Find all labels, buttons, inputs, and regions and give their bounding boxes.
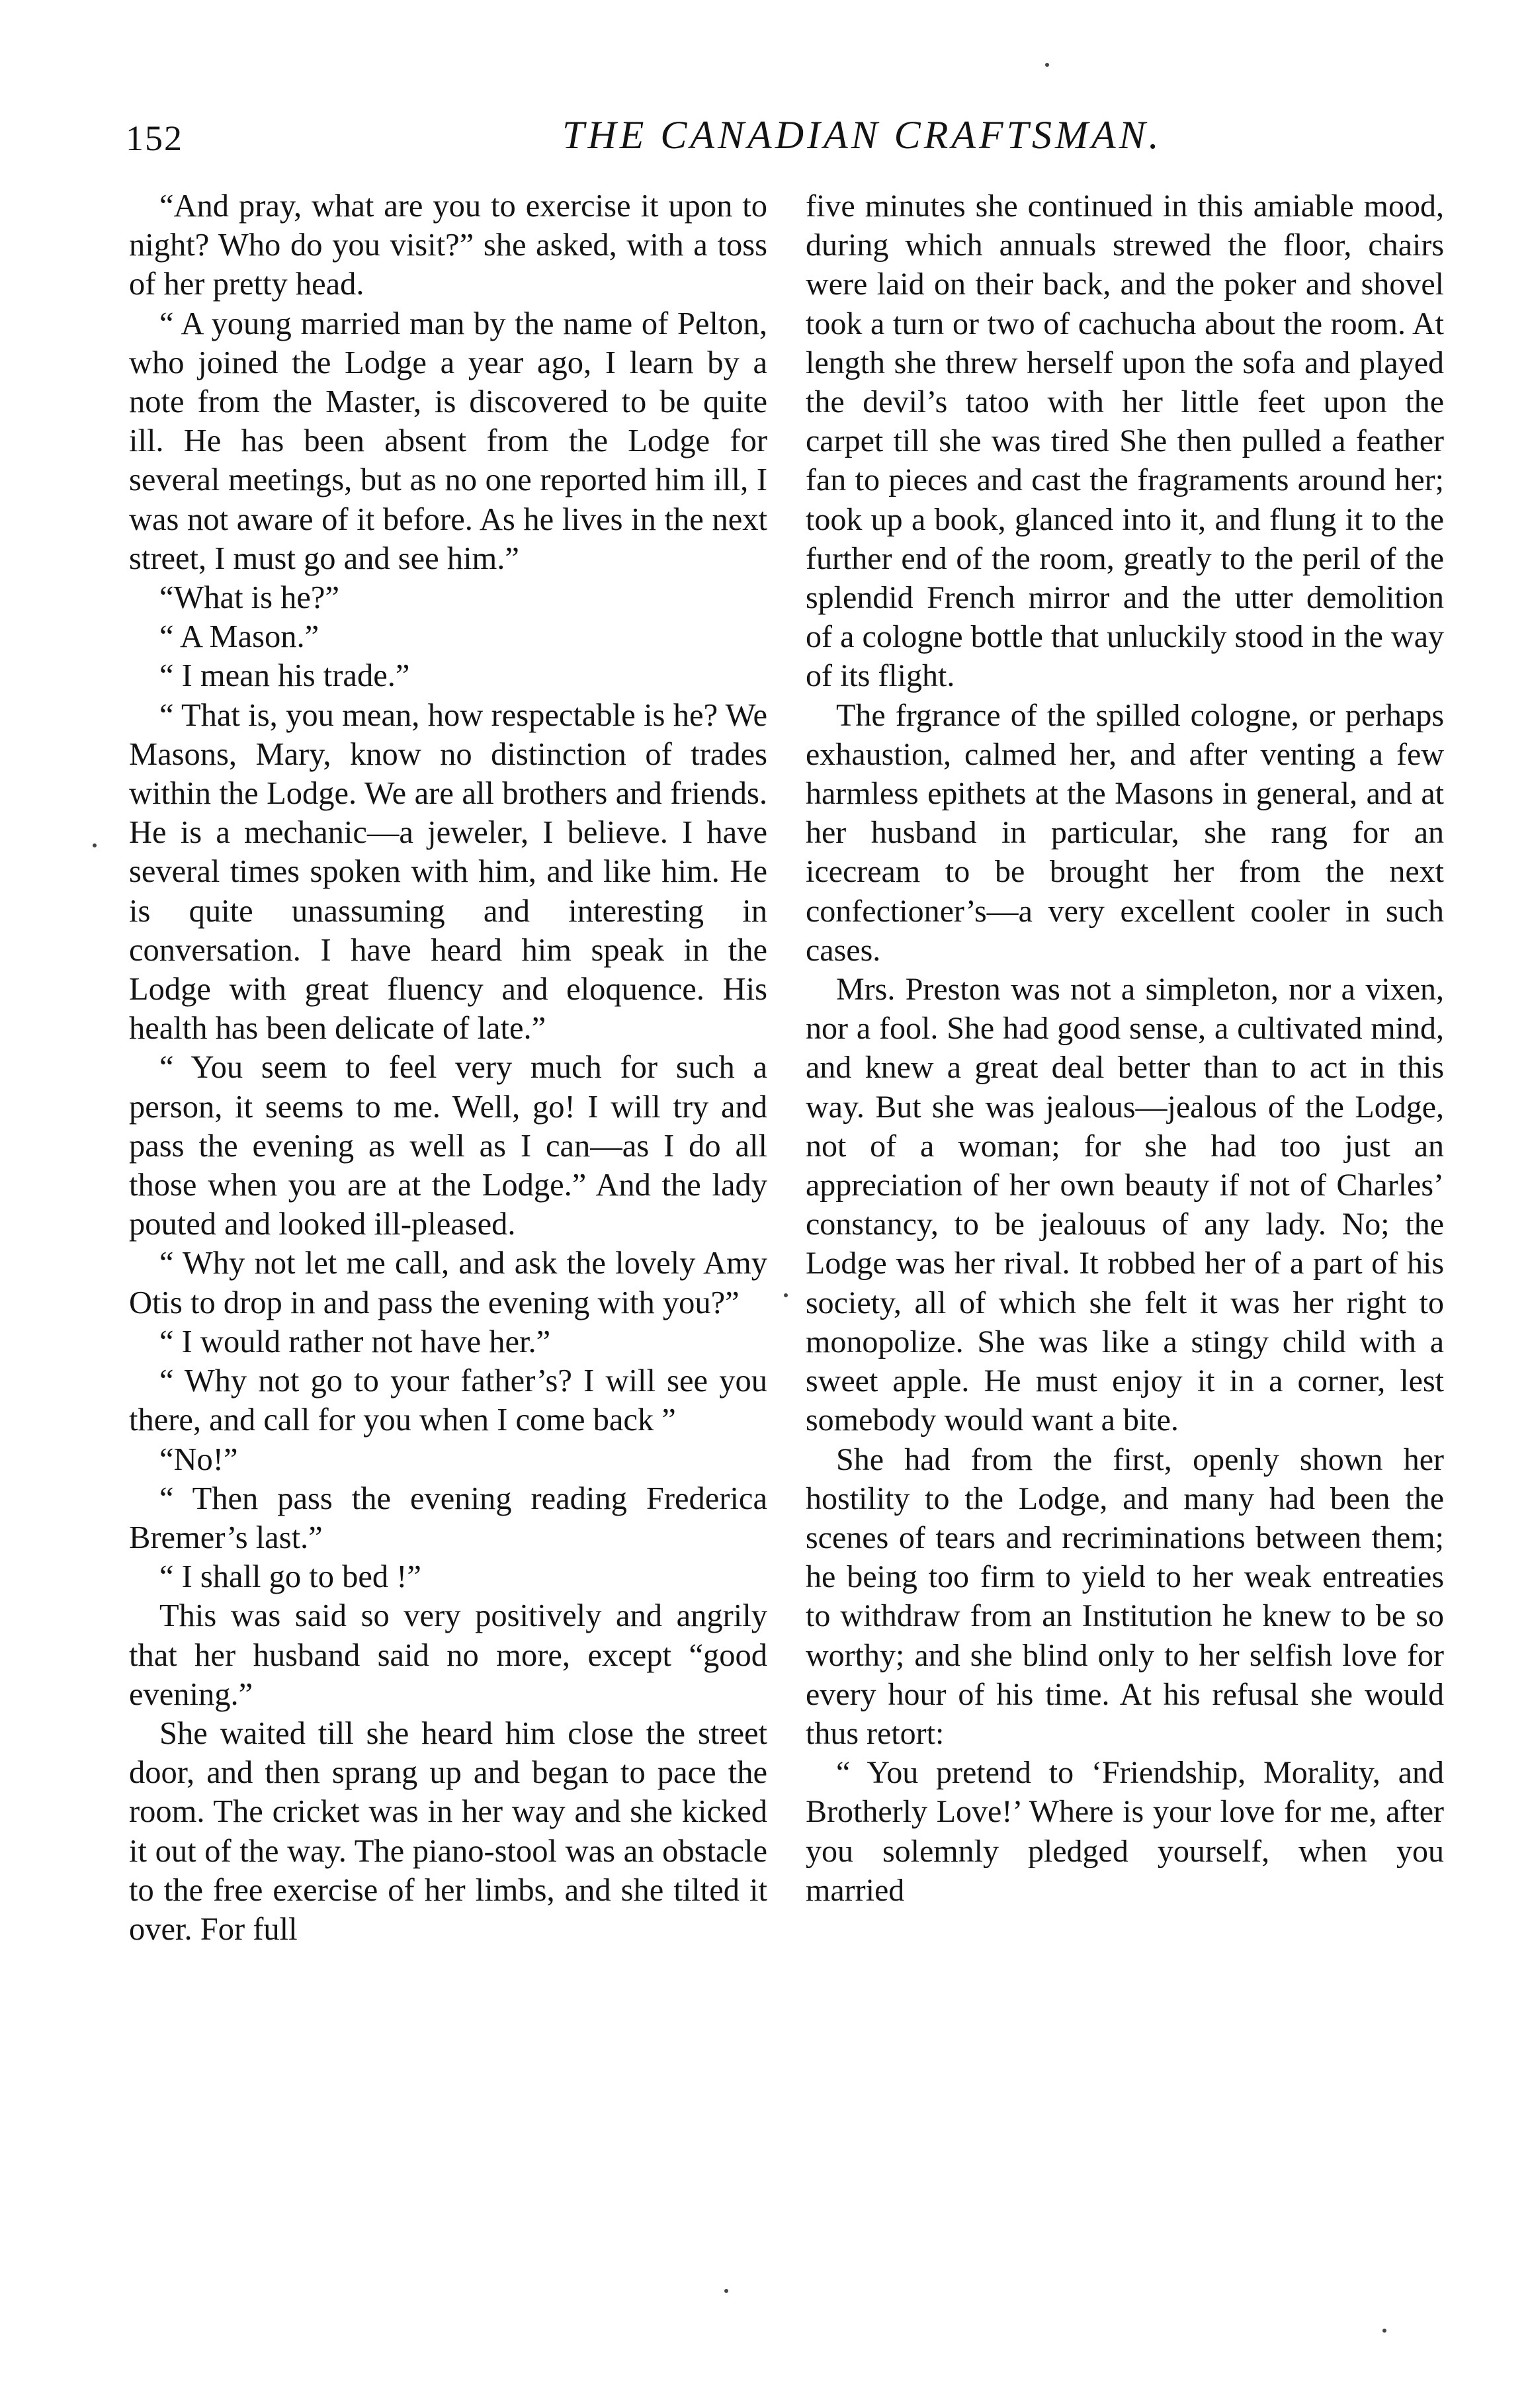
- paragraph: “ I would rather not have her.”: [159, 1324, 551, 1359]
- paragraph: “ You seem to feel very much for such a person, it seems to me. Well, go! I will try and pass the evening as well as I can—as I do all those when you are at the Lodge.” And the lady pouted and looked ill-pleased.: [129, 1050, 767, 1242]
- paragraph: “ I shall go to bed !”: [159, 1559, 421, 1595]
- running-title: THE CANADIAN CRAFTSMAN.: [562, 113, 1162, 157]
- paragraph: “ You pretend to ‘Friendship, Morality, and Brotherly Love!’ Where is your love for me, after you solemnly pledged yourself, when you married: [806, 1755, 1444, 1908]
- paragraph: “ A young married man by the name of Pelton, who joined the Lodge a year ago, I learn by a note from the Master, is discovered to be quite ill. He has been absent from the Lodge for several meetings, but as no one reported him ill, I was not aware of it before. As he lives in the next street, I must go and see him.”: [129, 306, 767, 576]
- scan-speck: [1045, 63, 1049, 67]
- paragraph: “ I mean his trade.”: [159, 658, 410, 694]
- page-header: [126, 106, 1435, 165]
- scan-speck: [1382, 2329, 1386, 2333]
- paragraph: This was said so very positively and angrily that her husband said no more, except “good evening.”: [129, 1598, 767, 1712]
- scan-speck: [724, 2289, 728, 2293]
- paragraph: Mrs. Preston was not a simpleton, nor a vixen, nor a fool. She had good sense, a cultivated mind, and knew a great deal better than to act in this way. But she was jealous—jealous of the Lodge, not of a woman; for she had too just an appreciation of her own beauty if not of Charles’ constancy, to be jealouus of any lady. No; the Lodge was her rival. It robbed her of a part of his society, all of which she felt it was her right to monopolize. She was like a stingy child with a sweet apple. He must enjoy it in a corner, lest somebody would want a bite.: [806, 972, 1444, 1438]
- right-column: [806, 187, 1444, 1910]
- paragraph: She had from the first, openly shown her hostility to the Lodge, and many had been the scenes of tears and recriminations between them; he being too firm to yield to her weak entreaties to withdraw from an Institution he knew to be so worthy; and she blind only to her selfish love for every hour of his time. At his refusal she would thus retort:: [806, 1441, 1444, 1751]
- paragraph: “What is he?”: [159, 580, 339, 616]
- paragraph: “ Why not go to your father’s? I will see you there, and call for you when I come back ”: [129, 1363, 767, 1438]
- paragraph: “ Why not let me call, and ask the lovely Amy Otis to drop in and pass the evening with you?”: [129, 1246, 767, 1320]
- left-column: [129, 187, 767, 1949]
- page-number: 152: [126, 118, 183, 158]
- paragraph: “No!”: [159, 1441, 238, 1477]
- scan-speck: [784, 1293, 788, 1297]
- paragraph: “ A Mason.”: [159, 619, 319, 655]
- paragraph: “And pray, what are you to exercise it upon to night? Who do you visit?” she asked, with a toss of her pretty head.: [129, 189, 767, 302]
- scan-speck: [93, 843, 97, 847]
- paragraph-continuation: five minutes she continued in this amiable mood, during which annuals strewed the floor, chairs were laid on their back, and the poker and shovel took a turn or two of cachucha about the room. At length she threw herself upon the sofa and played the devil’s tatoo with her little feet upon the carpet till she was tired She then pulled a feather fan to pieces and cast the fragraments around her; took up a book, glanced into it, and flung it to the further end of the room, greatly to the peril of the splendid French mirror and the utter demolition of a cologne bottle that unluckily stood in the way of its flight.: [806, 189, 1444, 694]
- paragraph: The frgrance of the spilled cologne, or perhaps exhaustion, calmed her, and after venting a few harmless epithets at the Masons in general, and at her husband in particular, she rang for an icecream to be brought her from the next confectioner’s—a very excellent cooler in such cases.: [806, 697, 1444, 968]
- paragraph: She waited till she heard him close the street door, and then sprang up and began to pace the room. The cricket was in her way and she kicked it out of the way. The piano-stool was an obstacle to the free exercise of her limbs, and she tilted it over. For full: [129, 1715, 767, 1947]
- paragraph: “ That is, you mean, how respectable is he? We Masons, Mary, know no distinction of trades within the Lodge. We are all brothers and friends. He is a mechanic—a jeweler, I believe. I have several times spoken with him, and like him. He is quite unassuming and interesting in conversation. I have heard him speak in the Lodge with great fluency and eloquence. His health has been delicate of late.”: [129, 697, 767, 1047]
- paragraph: “ Then pass the evening reading Frederica Bremer’s last.”: [129, 1481, 767, 1555]
